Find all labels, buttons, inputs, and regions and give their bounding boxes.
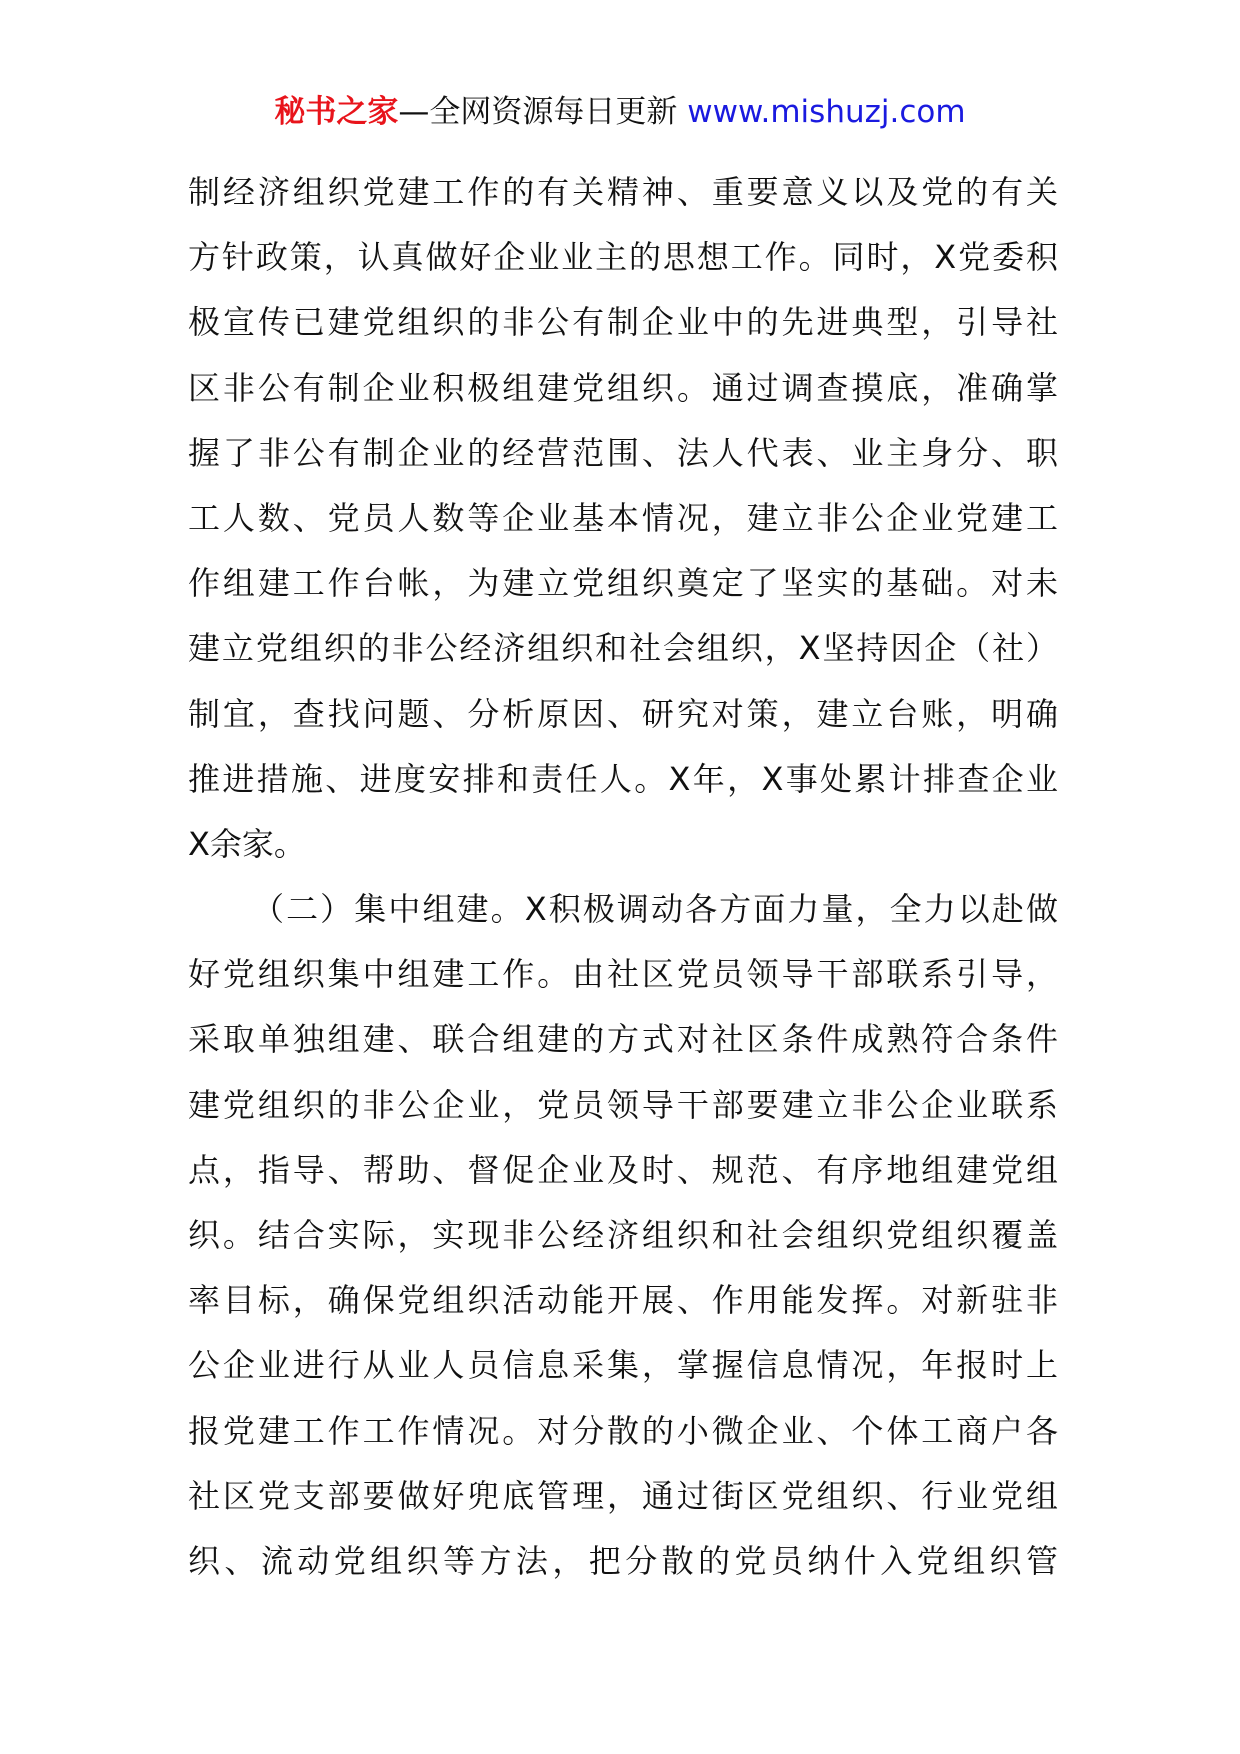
text-line: X余家。 bbox=[188, 824, 306, 863]
text-line: 率目标，确保党组织活动能开展、作用能发挥。对新驻非 bbox=[188, 1281, 1058, 1320]
site-header bbox=[0, 92, 1240, 132]
text-line: 社区党支部要做好兜底管理，通过街区党组织、行业党组 bbox=[188, 1476, 1058, 1515]
text-line: 工人数、党员人数等企业基本情况，建立非公企业党建工 bbox=[188, 498, 1058, 537]
text-line: 公企业进行从业人员信息采集，掌握信息情况，年报时上 bbox=[188, 1346, 1058, 1385]
text-line: 建党组织的非公企业，党员领导干部要建立非公企业联系 bbox=[188, 1085, 1058, 1124]
document-body bbox=[188, 160, 1058, 1594]
text-line: 推进措施、进度安排和责任人。X年，X事处累计排查企业 bbox=[188, 759, 1058, 798]
text-line: 方针政策，认真做好企业业主的思想工作。同时，X党委积 bbox=[188, 238, 1058, 277]
text-line: 建立党组织的非公经济组织和社会组织，X坚持因企（社） bbox=[188, 629, 1058, 668]
text-line: 握了非公有制企业的经营范围、法人代表、业主身分、职 bbox=[188, 433, 1058, 472]
text-line: 报党建工作工作情况。对分散的小微企业、个体工商户各 bbox=[188, 1411, 1058, 1450]
text-line: 采取单独组建、联合组建的方式对社区条件成熟符合条件 bbox=[188, 1020, 1058, 1059]
text-line: 区非公有制企业积极组建党组织。通过调查摸底，准确掌 bbox=[188, 368, 1058, 407]
text-line: 制宜，查找问题、分析原因、研究对策，建立台账，明确 bbox=[188, 694, 1058, 733]
section-heading-line: （二）集中组建。X积极调动各方面力量，全力以赴做 bbox=[252, 890, 1058, 929]
text-line: 极宣传已建党组织的非公有制企业中的先进典型，引导社 bbox=[188, 303, 1058, 342]
site-tagline: —全网资源每日更新 bbox=[398, 94, 678, 130]
text-line: 织。结合实际，实现非公经济组织和社会组织党组织覆盖 bbox=[188, 1216, 1058, 1254]
text-line: 好党组织集中组建工作。由社区党员领导干部联系引导， bbox=[188, 955, 1058, 994]
site-url-link[interactable]: www.mishuzj.com bbox=[687, 94, 966, 130]
text-line: 制经济组织党建工作的有关精神、重要意义以及党的有关 bbox=[188, 173, 1058, 211]
site-brand: 秘书之家 bbox=[274, 94, 399, 130]
text-line: 作组建工作台帐，为建立党组织奠定了坚实的基础。对未 bbox=[188, 564, 1058, 603]
text-line: 织、流动党组织等方法，把分散的党员纳什入党组织管 bbox=[188, 1541, 1058, 1580]
text-line: 点，指导、帮助、督促企业及时、规范、有序地组建党组 bbox=[188, 1150, 1058, 1189]
